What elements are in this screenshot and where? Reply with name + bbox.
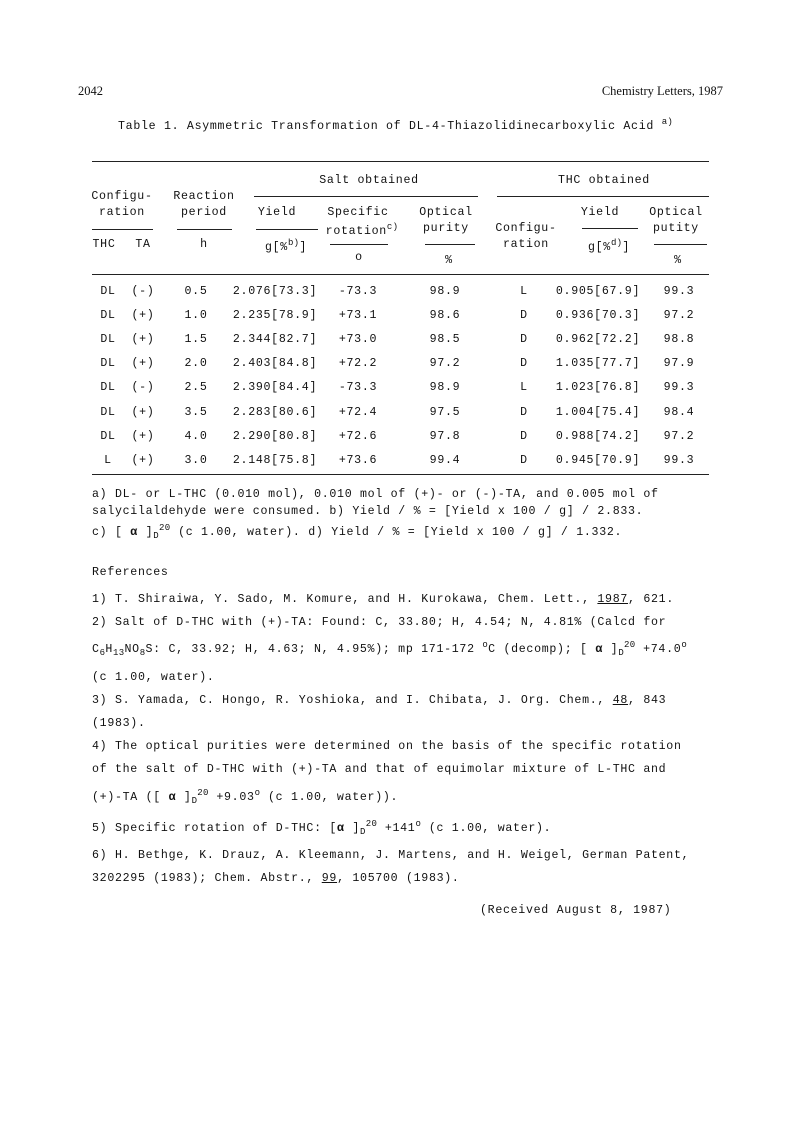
cell-thc-configuration: L xyxy=(520,285,528,298)
thc-yield-unit-rule xyxy=(582,228,638,229)
hours-unit: h xyxy=(200,238,208,251)
cell-thc-configuration: D xyxy=(520,405,528,419)
cell-period: 0.5 xyxy=(184,285,208,298)
cell-salt-yield: 2.076[73.3] xyxy=(232,285,318,298)
cell-thc: L xyxy=(104,453,112,467)
cell-thc-yield: 0.988[74.2] xyxy=(555,429,641,443)
header-bottom-rule xyxy=(92,274,709,275)
reference-text: , 843 xyxy=(628,693,667,707)
reference-4-line3 xyxy=(92,782,689,813)
alpha-symbol: α xyxy=(168,790,177,804)
formula-subscript: 6 xyxy=(99,648,106,659)
reference-6-line2 xyxy=(92,867,689,890)
cell-thc-yield: 0.905[67.9] xyxy=(555,285,641,298)
specific-header-line1: Specific xyxy=(327,206,389,219)
cell-thc-purity: 99.3 xyxy=(663,285,695,298)
reference-text: ] xyxy=(344,821,361,835)
reference-6-line1: 6) H. Bethge, K. Drauz, A. Kleemann, J. Martens, and H. Weigel, German Patent, xyxy=(92,849,690,863)
cell-salt-purity: 98.5 xyxy=(429,333,461,347)
cell-thc: DL xyxy=(100,381,116,395)
reference-volume: 48 xyxy=(612,693,629,707)
cell-thc-yield: 0.945[70.9] xyxy=(555,453,641,467)
cell-thc-purity: 99.3 xyxy=(663,453,695,467)
superscript-20: 20 xyxy=(197,787,209,798)
footnote-line: a) DL- or L-THC (0.010 mol), 0.010 mol of (+)- or (-)-TA, and 0.005 mol of xyxy=(92,488,659,501)
rotation-unit-rule xyxy=(330,244,388,245)
cell-period: 1.5 xyxy=(184,333,208,347)
footnote-text: ] xyxy=(137,526,154,539)
cell-salt-yield: 2.344[82.7] xyxy=(232,333,318,347)
alpha-symbol: α xyxy=(337,821,345,835)
specific-header-text: rotation xyxy=(325,225,387,238)
cell-salt-purity: 98.9 xyxy=(429,285,461,298)
cell-salt-yield: 2.290[80.8] xyxy=(232,429,318,443)
cell-thc-purity: 98.4 xyxy=(663,405,695,419)
subscript-d: D xyxy=(618,648,625,659)
configuration-header-line1: Configu- xyxy=(91,190,153,203)
formula-subscript: 13 xyxy=(113,648,125,659)
thc-optical-header-line1: Optical xyxy=(649,206,703,219)
thc-purity-unit-rule xyxy=(654,244,707,245)
cell-thc-purity: 98.8 xyxy=(663,333,695,347)
references-list xyxy=(92,588,689,890)
cell-thc-yield: 1.004[75.4] xyxy=(555,405,641,419)
reference-text: C (decomp); [ xyxy=(488,643,596,657)
cell-salt-purity: 97.8 xyxy=(429,429,461,443)
cell-rotation: +73.1 xyxy=(338,309,378,323)
thc-unit: THC xyxy=(92,238,116,251)
cell-salt-yield: 2.403[84.8] xyxy=(232,357,318,371)
cell-salt-yield: 2.283[80.6] xyxy=(232,405,318,419)
reference-1 xyxy=(92,588,689,611)
subscript-d: D xyxy=(191,795,198,806)
reference-2-line3: (c 1.00, water). xyxy=(92,670,215,684)
reference-4-line2: of the salt of D-THC with (+)-TA and that of equimolar mixture of L-THC and xyxy=(92,763,667,777)
cell-thc-configuration: D xyxy=(520,309,528,323)
cell-ta: (+) xyxy=(131,429,155,443)
received-date: (Received August 8, 1987) xyxy=(480,904,672,917)
reaction-header-line1: Reaction xyxy=(173,190,235,203)
reference-text: , 105700 (1983). xyxy=(337,872,460,886)
footnote-line xyxy=(92,520,659,545)
cell-thc-configuration: D xyxy=(520,429,528,443)
reaction-header-line2: period xyxy=(181,206,227,219)
reference-3-line2: (1983). xyxy=(92,717,146,731)
reference-text: 3202295 (1983); Chem. Abstr., xyxy=(92,872,322,886)
table-top-rule xyxy=(92,161,709,162)
page-number: 2042 xyxy=(78,84,103,98)
salt-yield-footnote-mark: b) xyxy=(287,238,300,248)
configuration-header-line2: ration xyxy=(99,206,145,219)
ta-unit: TA xyxy=(135,238,151,251)
cell-salt-purity: 97.2 xyxy=(429,357,461,371)
alpha-symbol: α xyxy=(130,526,138,539)
cell-period: 4.0 xyxy=(184,429,208,443)
degree-symbol: o xyxy=(482,640,489,651)
reference-2-line2 xyxy=(92,634,689,665)
reference-text: (+)-TA ([ xyxy=(92,790,169,804)
salt-group-rule xyxy=(254,196,478,197)
reference-4-line1: 4) The optical purities were determined on the basis of the specific rotation xyxy=(92,740,682,754)
cell-period: 3.0 xyxy=(184,453,208,467)
optical-header-line1: Optical xyxy=(419,206,473,219)
reference-text: +141 xyxy=(377,821,416,835)
cell-salt-yield: 2.148[75.8] xyxy=(232,453,318,467)
superscript-20: 20 xyxy=(624,640,636,651)
cell-thc-purity: 97.2 xyxy=(663,429,695,443)
salt-obtained-header: Salt obtained xyxy=(319,174,419,187)
cell-period: 2.5 xyxy=(184,381,208,395)
footnote-text: c) [ xyxy=(92,526,131,539)
reference-2-line1: 2) Salt of D-THC with (+)-TA: Found: C, 33.80; H, 4.54; N, 4.81% (Calcd for xyxy=(92,616,667,630)
cell-thc: DL xyxy=(100,309,116,323)
cell-thc-configuration: D xyxy=(520,453,528,467)
formula-text: H xyxy=(105,643,114,657)
superscript-20: 20 xyxy=(365,818,378,829)
cell-rotation: +73.6 xyxy=(338,453,378,467)
cell-thc-configuration: L xyxy=(520,381,528,395)
thc-group-rule xyxy=(497,196,709,197)
reference-text: 3) S. Yamada, C. Hongo, R. Yoshioka, and I. Chibata, J. Org. Chem., xyxy=(92,693,613,707)
thc-yield-footnote-mark: d) xyxy=(610,238,623,248)
cell-ta: (+) xyxy=(131,405,155,419)
cell-thc: DL xyxy=(100,285,116,298)
specific-header-footnote-mark: c) xyxy=(386,222,399,232)
cell-ta: (+) xyxy=(131,357,155,371)
cell-rotation: +72.2 xyxy=(338,357,378,371)
cell-salt-purity: 99.4 xyxy=(429,453,461,467)
salt-yield-unit-post: ] xyxy=(299,241,308,254)
thc-obtained-header: THC obtained xyxy=(558,174,650,187)
thc-configuration-header-line1: Configu- xyxy=(495,222,557,235)
reference-year: 1987 xyxy=(597,593,629,606)
cell-ta: (+) xyxy=(131,333,155,347)
cell-thc-configuration: D xyxy=(520,357,528,371)
formula-text: C xyxy=(92,643,100,657)
cell-thc: DL xyxy=(100,333,116,347)
degree-symbol: o xyxy=(415,818,422,829)
reference-volume: 99 xyxy=(321,872,338,886)
reference-text: S: C, 33.92; H, 4.63; N, 4.95%); mp 171-172 xyxy=(145,643,483,657)
cell-salt-purity: 97.5 xyxy=(429,405,461,419)
configuration-unit-rule xyxy=(92,229,153,230)
cell-rotation: +72.4 xyxy=(338,405,378,419)
yield-unit-rule xyxy=(256,229,318,230)
table-caption-text: Table 1. Asymmetric Transformation of DL-4-Thiazolidinecarboxylic Acid xyxy=(118,120,655,133)
cell-rotation: +72.6 xyxy=(338,429,378,443)
cell-thc-purity: 99.3 xyxy=(663,381,695,395)
footnote-line: salycilaldehyde were consumed. b) Yield / % = [Yield x 100 / g] / 2.833. xyxy=(92,505,644,518)
thc-purity-unit: % xyxy=(674,254,682,267)
reference-text: ] xyxy=(603,643,619,657)
reference-text: +74.0 xyxy=(635,643,682,657)
cell-ta: (+) xyxy=(131,309,155,323)
cell-thc: DL xyxy=(100,429,116,443)
cell-salt-yield: 2.235[78.9] xyxy=(232,309,318,323)
cell-thc: DL xyxy=(100,357,116,371)
degree-symbol: o xyxy=(681,640,688,651)
superscript-20: 20 xyxy=(159,523,171,533)
footnote-text: (c 1.00, water). d) Yield / % = [Yield x 100 / g] / 1.332. xyxy=(170,526,623,539)
cell-ta: (-) xyxy=(131,285,155,298)
formula-text: NO xyxy=(124,643,140,657)
subscript-d: D xyxy=(360,826,366,837)
reference-text: 1) T. Shiraiwa, Y. Sado, M. Komure, and H. Kurokawa, Chem. Lett., xyxy=(92,593,598,606)
cell-period: 3.5 xyxy=(184,405,208,419)
reference-5 xyxy=(92,813,689,844)
cell-period: 2.0 xyxy=(184,357,208,371)
table-caption xyxy=(118,117,673,133)
cell-rotation: +73.0 xyxy=(338,333,378,347)
cell-ta: (-) xyxy=(131,381,155,395)
cell-thc-purity: 97.2 xyxy=(663,309,695,323)
salt-purity-unit: % xyxy=(445,254,453,267)
thc-yield-unit xyxy=(588,238,630,254)
table-footnotes xyxy=(92,486,659,545)
specific-header-line2 xyxy=(326,222,399,238)
salt-yield-unit-pre: g[% xyxy=(264,241,288,254)
thc-optical-header-line2: putity xyxy=(653,222,699,235)
thc-yield-unit-pre: g[% xyxy=(587,241,611,254)
reference-text: +9.03 xyxy=(208,790,255,804)
cell-thc-yield: 1.035[77.7] xyxy=(555,357,641,371)
thc-yield-unit-post: ] xyxy=(622,241,631,254)
cell-thc-yield: 0.936[70.3] xyxy=(555,309,641,323)
rotation-unit: o xyxy=(355,251,363,264)
purity-unit-rule xyxy=(425,244,475,245)
optical-header-line2: purity xyxy=(423,222,469,235)
cell-thc-yield: 1.023[76.8] xyxy=(555,381,641,395)
salt-yield-unit xyxy=(265,238,307,254)
reference-text: (c 1.00, water). xyxy=(421,821,552,835)
reference-3 xyxy=(92,689,689,712)
cell-thc-purity: 97.9 xyxy=(663,357,695,371)
cell-rotation: -73.3 xyxy=(338,285,378,298)
table-caption-footnote-mark: a) xyxy=(661,117,674,127)
thc-yield-header: Yield xyxy=(580,206,620,219)
formula-subscript: 8 xyxy=(139,648,146,659)
reference-text: 5) Specific rotation of D-THC: [ xyxy=(92,821,338,835)
journal-header: Chemistry Letters, 1987 xyxy=(601,84,723,98)
reference-text: (c 1.00, water)). xyxy=(260,790,399,804)
cell-rotation: -73.3 xyxy=(338,381,378,395)
yield-header: Yield xyxy=(257,206,297,219)
reference-text: ] xyxy=(176,790,192,804)
thc-configuration-header-line2: ration xyxy=(503,238,549,251)
cell-salt-purity: 98.6 xyxy=(429,309,461,323)
cell-salt-purity: 98.9 xyxy=(429,381,461,395)
references-heading: References xyxy=(92,566,169,579)
subscript-d: D xyxy=(153,531,159,541)
cell-period: 1.0 xyxy=(184,309,208,323)
cell-thc-yield: 0.962[72.2] xyxy=(555,333,641,347)
table-bottom-rule xyxy=(92,474,709,475)
degree-symbol: o xyxy=(254,787,261,798)
reference-text: , 621. xyxy=(628,593,674,606)
cell-ta: (+) xyxy=(131,453,155,467)
reaction-unit-rule xyxy=(177,229,232,230)
alpha-symbol: α xyxy=(595,643,604,657)
cell-salt-yield: 2.390[84.4] xyxy=(232,381,318,395)
cell-thc: DL xyxy=(100,405,116,419)
cell-thc-configuration: D xyxy=(520,333,528,347)
